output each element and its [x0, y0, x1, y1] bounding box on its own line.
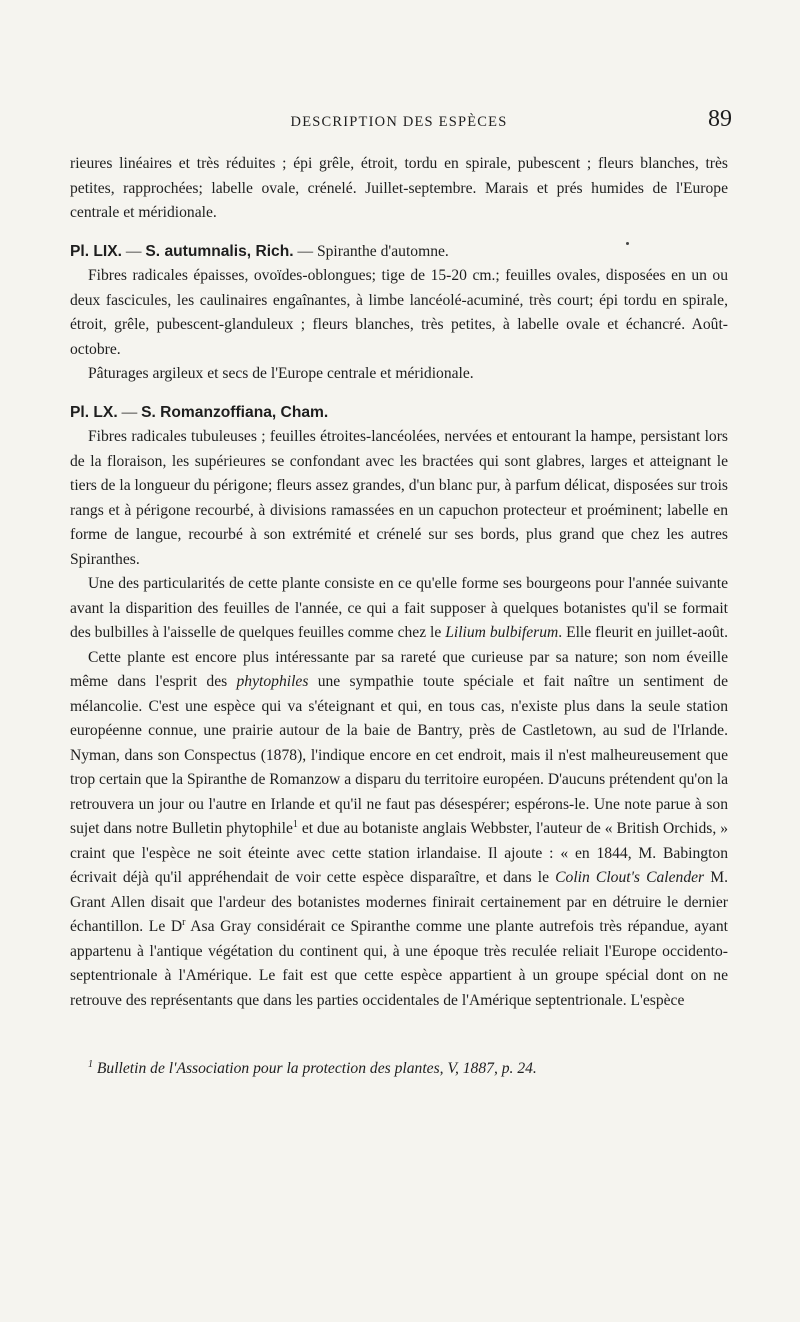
paragraph-description: Fibres radicales épaisses, ovoïdes-oblongues; tige de 15-20 cm.; feuilles ovales, disposées en un ou deux fascicules, les caulinaires engaînantes, à limbe lancéolé-acuminé, très court; épi tordu en spirale, étroit, grêle, pubescent-glanduleux ; fleurs blanches, très petites, à labelle ovale et échancré. Août-octobre.: [70, 267, 728, 358]
species-name: S. Romanzoffiana, Cham.: [141, 403, 329, 421]
dash: —: [122, 242, 146, 260]
text-run: et due au botaniste anglais Webbster, l'auteur de « British Orchids, » craint que l'espèce ne soit éteinte avec cette station irlandaise. Il ajoute : « en 1844, M. Babington écrivait déjà qu'il appréhendait de voir cette espèce disparaître, et dans le: [70, 820, 728, 886]
footnote: [88, 1060, 728, 1078]
plate-heading-lx: [70, 401, 728, 426]
footnote-marker: 1: [88, 1058, 93, 1070]
footnote-text: Bulletin de l'Association pour la protection des plantes, V, 1887, p. 24.: [93, 1060, 537, 1077]
italic-text: Lilium bulbiferum: [445, 624, 559, 641]
paragraph-description: Fibres radicales tubuleuses ; feuilles étroites-lancéolées, nervées et entourant la hampe, persistant lors de la floraison, les supérieures se confondant avec les bractées qui sont glabres, larges et atteignant le tiers de la longueur du périgone; fleurs assez grandes, d'un blanc pur, à parfum délicat, disposées sur trois rangs et à périgone recourbé, à divisions ramassées en un capuchon protecteur et proéminent; labelle en forme de langue, recourbé à son extrémité et crénelé sur ses bords, plus grand que chez les autres Spiranthes.: [70, 428, 728, 568]
footnote-ref: 1: [292, 818, 298, 830]
plate-heading-lix: [70, 240, 728, 265]
common-name: — Spiranthe d'automne.: [293, 242, 449, 260]
species-name: S. autumnalis, Rich.: [145, 242, 294, 260]
paragraph-continuation: rieures linéaires et très réduites ; épi grêle, étroit, tordu en spirale, pubescent ; fleurs blanches, très petites, rapprochées; labelle ovale, crénelé. Juillet-septembre. Marais et prés humides de l'Europe centrale et méridionale.: [70, 155, 728, 221]
plate-number: Pl. LX.: [70, 403, 118, 421]
dash: —: [117, 403, 142, 421]
text-run: Asa Gray considérait ce Spiranthe comme une plante autrefois très répandue, ayant appartenu à l'antique végétation du continent qui, à une époque très reculée reliait l'Europe occidento-septentrionale à l'Amérique. Le fait est que cette espèce appartient à un groupe spécial dont on ne retrouve des représentants que dans les parties occidentales de l'Amérique septentrionale. L'espèce: [70, 918, 729, 1009]
running-title: DESCRIPTION DES ESPÈCES: [290, 114, 508, 130]
paragraph-habitat: Pâturages argileux et secs de l'Europe centrale et méridionale.: [88, 365, 474, 382]
text-run: Cette plante est encore plus intéressante par sa rareté que curieuse par sa nature; son nom éveille même dans l'esprit des: [70, 648, 728, 690]
text-run: Une des particularités de cette plante consiste en ce qu'elle forme ses bourgeons pour l'année suivante avant la disparition des feuilles de l'année, ce qui a fait supposer à quelques botanistes qu'il se formait des bulbilles à l'aisselle de quelques feuilles comme chez le: [70, 575, 728, 641]
text-run: M. Grant Allen disait que l'ardeur des botanistes modernes finirait certainement par en détruire le dernier échantillon. Le D: [70, 869, 728, 935]
text-run: une sympathie toute spéciale et fait naître un sentiment de mélancolie. C'est une espèce qui va s'éteignant et qui, en tous cas, n'existe plus dans la seule station européenne connue, une prairie autour de la baie de Bantry, près de Castletown, au sud de l'Irlande. Nyman, dans son Conspectus (1878), l'indique encore en cet endroit, mais il n'est malheureusement que trop certain que la Spiranthe de Romanzow a disparu du territoire européen. D'aucuns prétendent qu'on la retrouvera un jour ou l'autre en Irlande et qu'il ne faut pas désespérer; espérons-le. Une note parue à son sujet dans notre Bulletin phytophile: [70, 673, 728, 837]
page-number: 89: [708, 106, 732, 132]
superscript: r: [182, 916, 186, 928]
paragraph-rarity: [70, 646, 728, 1014]
margin-mark: [626, 242, 629, 245]
text-run: . Elle fleurit en juillet-août.: [558, 624, 729, 641]
italic-text: phytophiles: [236, 673, 309, 690]
plate-number: Pl. LIX.: [70, 242, 122, 260]
paragraph-particularities: [70, 572, 728, 646]
body-text: [70, 152, 728, 1013]
italic-text: Colin Clout's Calender: [555, 869, 705, 886]
